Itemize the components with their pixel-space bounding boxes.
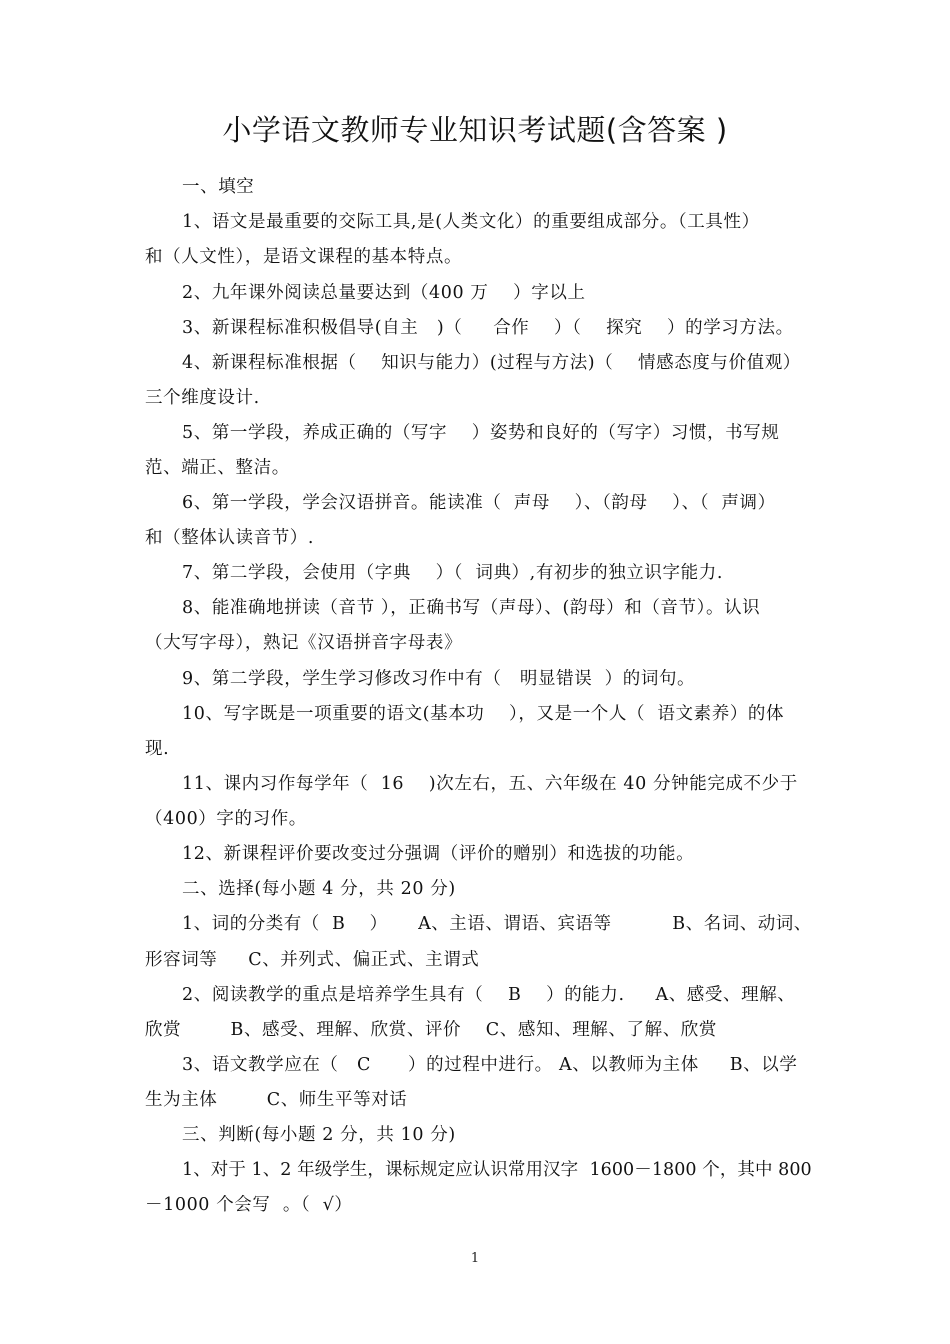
- question-line: 范、端正、整洁。: [145, 458, 290, 478]
- question-line: 2、阅读教学的重点是培养学生具有（ B ）的能力. A、感受、理解、: [182, 985, 796, 1005]
- question-line: 形容词等 C、并列式、偏正式、主谓式: [145, 950, 480, 970]
- section-heading-fill-blank: 一、填空: [182, 177, 255, 197]
- section-heading-true-false: 三、判断(每小题 2 分，共 10 分): [182, 1125, 456, 1145]
- question-line: 和（整体认读音节）.: [145, 528, 315, 548]
- question-line: －1000 个会写 。（ √）: [145, 1195, 353, 1215]
- question-line: 欣赏 B、感受、理解、欣赏、评价 C、感知、理解、了解、欣赏: [145, 1020, 718, 1040]
- question-line: 1、对于 1、2 年级学生，课标规定应认识常用汉字 1600－1800 个，其中 800: [182, 1160, 812, 1180]
- question-line: 现.: [145, 739, 170, 759]
- question-line: 3、语文教学应在（ C ）的过程中进行。 A、以教师为主体 B、以学: [182, 1055, 798, 1075]
- question-line: 生为主体 C、师生平等对话: [145, 1090, 408, 1110]
- question-line: 1、语文是最重要的交际工具,是(人类文化）的重要组成部分。（工具性）: [182, 212, 760, 232]
- question-line: 4、新课程标准根据（ 知识与能力）(过程与方法)（ 情感态度与价值观）: [182, 353, 801, 373]
- question-line: 9、第二学段，学生学习修改习作中有（ 明显错误 ）的词句。: [182, 669, 696, 689]
- question-line: 11、课内习作每学年（ 16 )次左右，五、六年级在 40 分钟能完成不少于: [182, 774, 798, 794]
- question-line: 7、第二学段，会使用（字典 ）（ 词典）,有初步的独立识字能力.: [182, 563, 723, 583]
- question-line: 三个维度设计.: [145, 388, 260, 408]
- question-line: 12、新课程评价要改变过分强调（评价的赠别）和选拔的功能。: [182, 844, 695, 864]
- question-line: 6、第一学段，学会汉语拼音。能读准（ 声母 ）、（韵母 ）、（ 声调）: [182, 493, 776, 513]
- question-line: 和（人文性），是语文课程的基本特点。: [145, 247, 463, 267]
- question-line: 2、九年课外阅读总量要达到（400 万 ）字以上: [182, 283, 586, 303]
- question-line: 5、第一学段，养成正确的（写字 ）姿势和良好的（写字）习惯，书写规: [182, 423, 780, 443]
- question-line: 3、新课程标准积极倡导(自主 )（ 合作 ）（ 探究 ）的学习方法。: [182, 318, 794, 338]
- document-title: 小学语文教师专业知识考试题(含答案 ): [222, 113, 728, 147]
- page-number: 1: [470, 1251, 480, 1266]
- question-line: （400）字的习作。: [145, 809, 307, 829]
- question-line: 1、词的分类有（ B ） A、主语、谓语、宾语等 B、名词、动词、: [182, 914, 812, 934]
- question-line: 8、能准确地拼读（音节 ），正确书写（声母）、(韵母）和（音节）。认识: [182, 598, 761, 618]
- question-line: 10、写字既是一项重要的语文(基本功 ），又是一个人（ 语文素养）的体: [182, 704, 785, 724]
- question-line: （大写字母），熟记《汉语拼音字母表》: [145, 633, 463, 653]
- section-heading-choice: 二、选择(每小题 4 分，共 20 分): [182, 879, 456, 899]
